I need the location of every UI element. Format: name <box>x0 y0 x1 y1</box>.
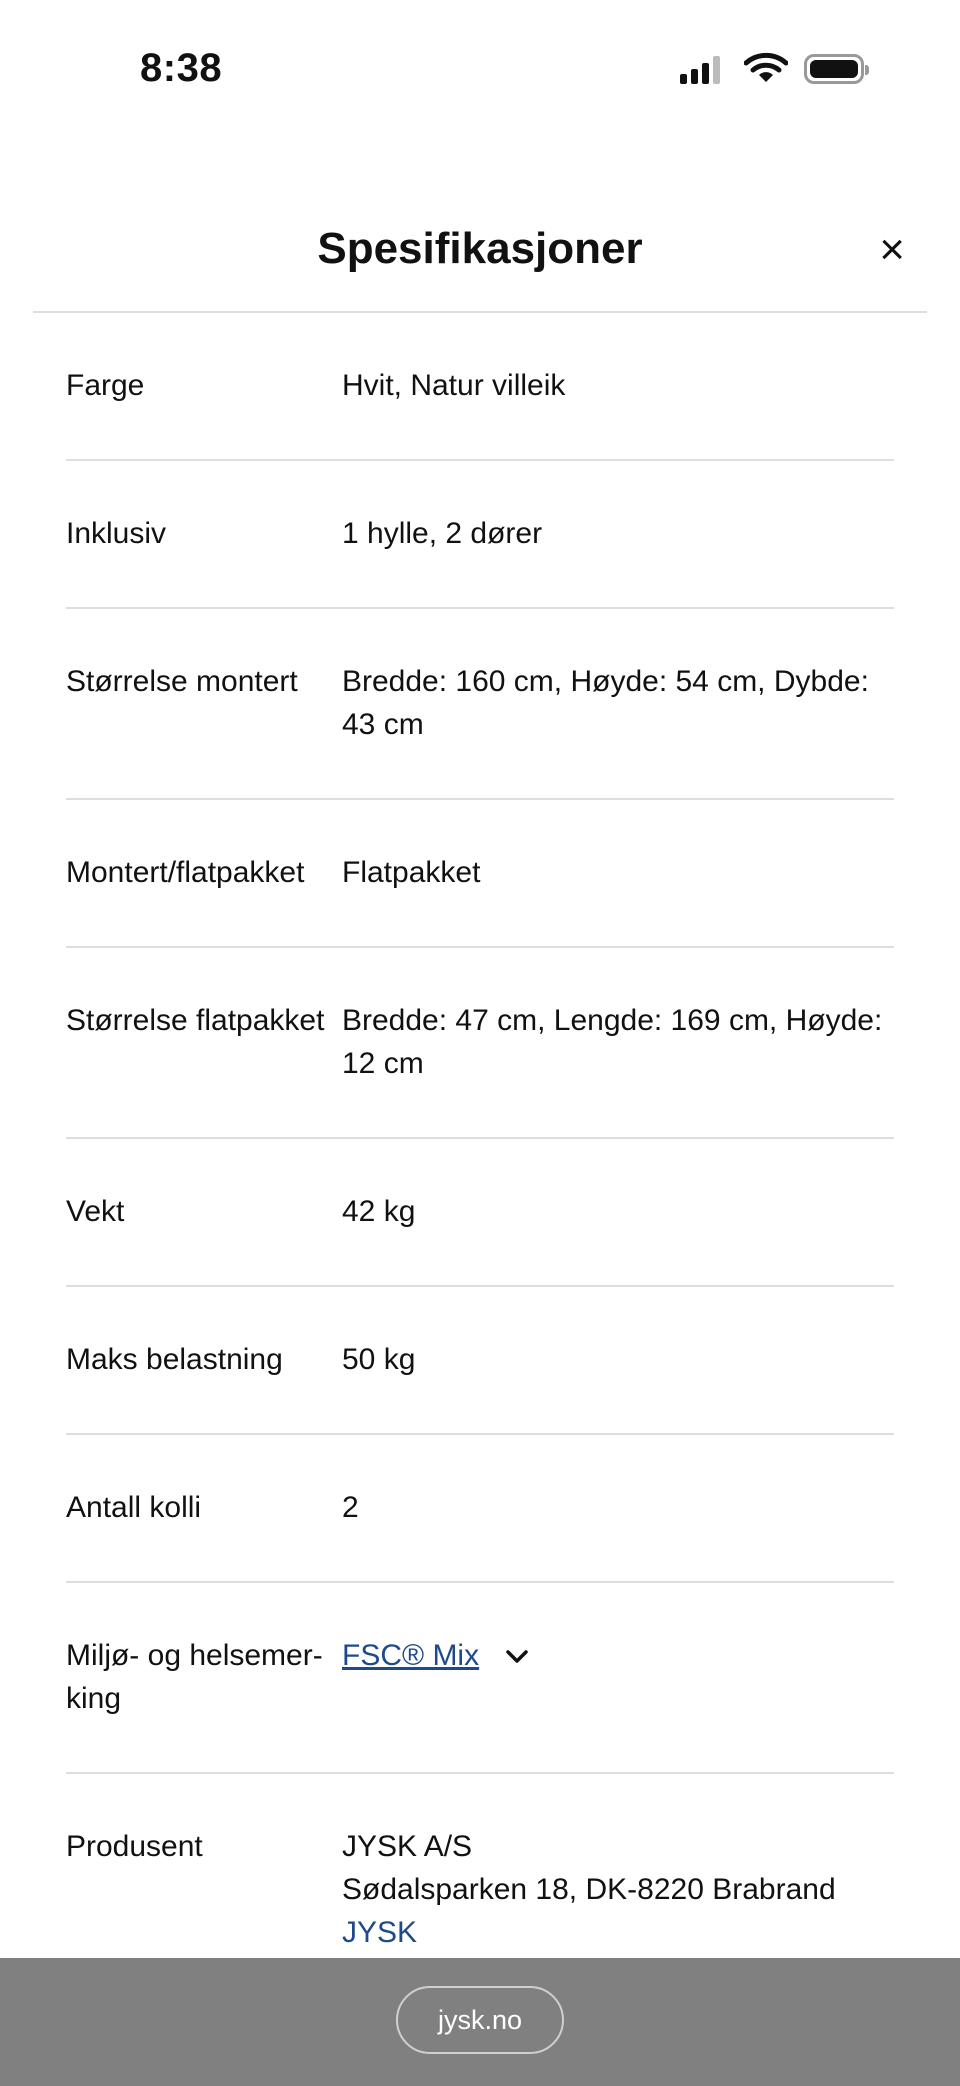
spec-row-inklusiv <box>66 461 894 609</box>
fsc-mix-link[interactable]: FSC® Mix <box>342 1639 480 1672</box>
browser-bottom-bar <box>0 1958 960 2086</box>
spec-value: 42 kg <box>342 1195 416 1228</box>
cellular-signal-icon <box>680 56 720 84</box>
spec-row-farge <box>66 313 894 461</box>
spec-label: Inklusiv <box>66 517 167 550</box>
manufacturer-name: JYSK A/S <box>342 1830 473 1863</box>
spec-label: Montert/flatpakket <box>66 856 305 889</box>
manufacturer-link[interactable]: JYSK <box>342 1916 418 1949</box>
spec-value <box>342 1634 894 1720</box>
spec-row-montert-flatpakket <box>66 800 894 948</box>
spec-value: 2 <box>342 1491 359 1524</box>
spec-value: Flatpakket <box>342 856 481 889</box>
spec-row-antall-kolli <box>66 1435 894 1583</box>
spec-label: Miljø- og helsemerking <box>66 1639 323 1715</box>
spec-value: Bredde: 160 cm, Høyde: 54 cm, Dybde: 43 cm <box>342 665 869 741</box>
status-time: 8:38 <box>140 46 223 90</box>
manufacturer-address: Sødalsparken 18, DK-8220 Brabrand <box>342 1873 836 1906</box>
spec-label: Vekt <box>66 1195 125 1228</box>
spec-value: Bredde: 47 cm, Lengde: 169 cm, Høyde: 12 cm <box>342 1004 883 1080</box>
spec-label: Farge <box>66 369 145 402</box>
spec-row-maks-belastning <box>66 1287 894 1435</box>
close-icon[interactable]: × <box>879 225 905 274</box>
spec-label: Størrelse flatpakket <box>66 1004 325 1037</box>
spec-label: Produsent <box>66 1830 203 1863</box>
spec-label: Maks belastning <box>66 1343 283 1376</box>
spec-row-storrelse-flatpakket <box>66 948 894 1139</box>
spec-row-vekt <box>66 1139 894 1287</box>
spec-label: Antall kolli <box>66 1491 202 1524</box>
spec-label: Størrelse montert <box>66 665 298 698</box>
spec-value: 1 hylle, 2 dører <box>342 517 543 550</box>
spec-value: 50 kg <box>342 1343 416 1376</box>
status-bar <box>0 0 960 120</box>
spec-row-miljo <box>66 1583 894 1774</box>
chevron-down-icon[interactable] <box>505 1649 529 1665</box>
spec-value <box>342 1825 894 1954</box>
url-pill[interactable]: jysk.no <box>396 1986 564 2054</box>
battery-icon <box>804 54 864 84</box>
spec-value: Hvit, Natur villeik <box>342 369 566 402</box>
modal-header <box>33 210 927 313</box>
wifi-icon <box>744 52 788 84</box>
page-title: Spesifikasjoner <box>317 224 643 273</box>
spec-list <box>66 313 894 2006</box>
spec-row-storrelse-montert <box>66 609 894 800</box>
